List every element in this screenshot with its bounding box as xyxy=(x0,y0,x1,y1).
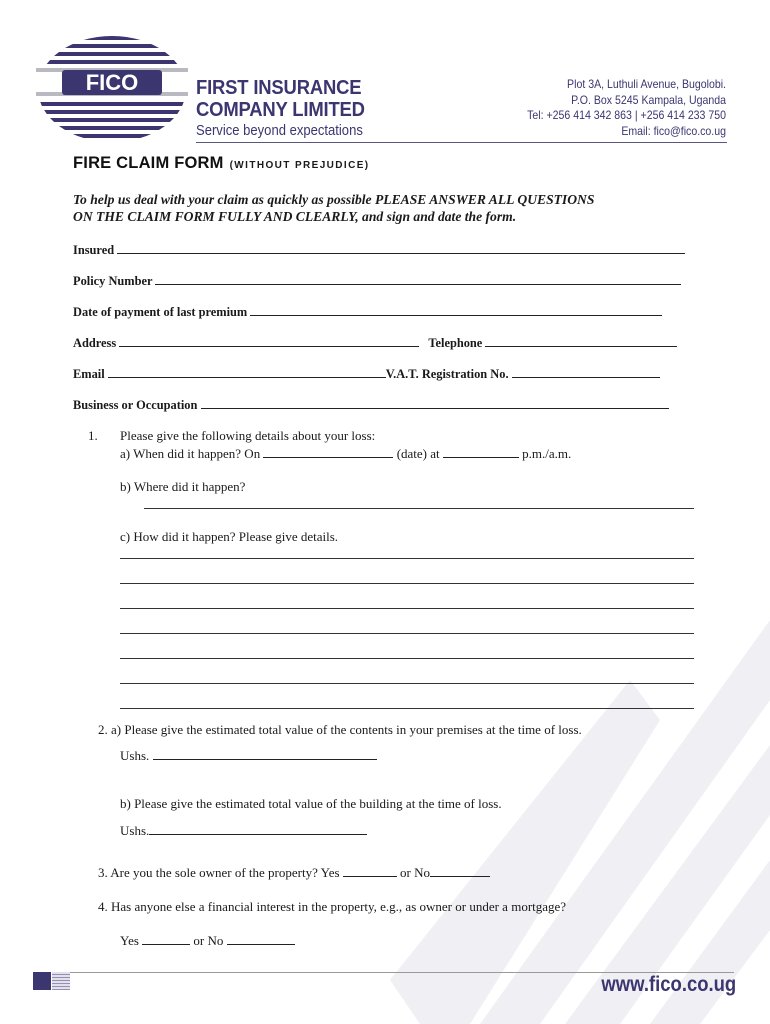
logo-text: FICO xyxy=(85,70,139,95)
q4-no-input[interactable] xyxy=(227,932,295,945)
address-label: Address xyxy=(73,336,117,350)
vat-label: V.A.T. Registration No. xyxy=(385,367,509,381)
q1a-date-input[interactable] xyxy=(263,445,393,458)
q1-intro: Please give the following details about your loss: xyxy=(120,428,376,443)
address-line-1: Plot 3A, Luthuli Avenue, Bugolobi. xyxy=(567,77,726,91)
q3-label: 3. Are you the sole owner of the property? Yes xyxy=(98,865,340,880)
footer-square-striped xyxy=(52,972,70,990)
q1a-row xyxy=(120,445,571,462)
q1c-answer-line[interactable] xyxy=(120,683,694,684)
q2a-value-input[interactable] xyxy=(153,747,377,760)
business-label: Business or Occupation xyxy=(73,398,198,412)
q3-no-label: or No xyxy=(400,865,431,880)
last-premium-field xyxy=(73,303,662,320)
policy-number-field xyxy=(73,272,681,289)
q4-yes-input[interactable] xyxy=(142,932,190,945)
q1a-label: a) When did it happen? On xyxy=(120,446,261,461)
q1c-answer-line[interactable] xyxy=(120,583,694,584)
phone-line: Tel: +256 414 342 863 | +256 414 233 750 xyxy=(527,108,726,123)
q3-no-input[interactable] xyxy=(430,864,490,877)
q4-no-label: or No xyxy=(193,933,224,948)
q2b-label: b) Please give the estimated total value of the building at the time of loss. xyxy=(120,796,502,811)
telephone-label: Telephone xyxy=(428,336,483,350)
q2b-row xyxy=(120,822,367,839)
q2a-currency-label: Ushs. xyxy=(120,748,150,763)
website-link[interactable]: www.fico.co.ug xyxy=(601,973,736,996)
telephone-input[interactable] xyxy=(485,334,677,347)
q1a-date-label: (date) at xyxy=(396,446,440,461)
form-title-main: FIRE CLAIM FORM xyxy=(73,154,224,172)
header-divider xyxy=(196,142,727,143)
last-premium-input[interactable] xyxy=(250,303,662,316)
contact-block xyxy=(527,77,726,139)
tagline: Service beyond expectations xyxy=(196,123,363,139)
address-line-2: P.O. Box 5245 Kampala, Uganda xyxy=(571,92,726,107)
email-vat-field xyxy=(73,365,660,382)
q4-yes-label: Yes xyxy=(120,933,139,948)
policy-number-label: Policy Number xyxy=(73,274,153,288)
form-title xyxy=(73,154,370,173)
policy-number-input[interactable] xyxy=(155,272,681,285)
q1c-answer-line[interactable] xyxy=(120,608,694,609)
address-telephone-field xyxy=(73,334,677,351)
q2a-label: 2. a) Please give the estimated total value of the contents in your premises at the time of loss. xyxy=(98,722,582,737)
intro-text: To help us deal with your claim as quickly as possible PLEASE ANSWER ALL QUESTIONS ON THE CLAIM FORM FULLY AND CLEARLY, and sign and date the form. xyxy=(73,192,595,224)
footer-square-solid xyxy=(33,972,51,990)
q1c-answer-line[interactable] xyxy=(120,558,694,559)
business-field xyxy=(73,396,669,413)
form-title-sub: (WITHOUT PREJUDICE) xyxy=(229,160,370,171)
q1a-time-label: p.m./a.m. xyxy=(522,446,572,461)
q1b-answer-line[interactable] xyxy=(144,508,694,509)
q1c-answer-line[interactable] xyxy=(120,658,694,659)
q2a-row xyxy=(120,747,377,764)
q4-row xyxy=(120,932,295,949)
q1c-answer-line[interactable] xyxy=(120,708,694,709)
address-input[interactable] xyxy=(119,334,419,347)
q2b-value-input[interactable] xyxy=(149,822,367,835)
q1a-time-input[interactable] xyxy=(443,445,519,458)
q1-number: 1. xyxy=(88,428,98,443)
q4-label: 4. Has anyone else a financial interest in the property, e.g., as owner or under a mortgage? xyxy=(98,899,567,914)
email-line: Email: fico@fico.co.ug xyxy=(621,123,726,138)
insured-label: Insured xyxy=(73,243,115,257)
business-input[interactable] xyxy=(201,396,669,409)
q3-yes-input[interactable] xyxy=(343,864,397,877)
watermark-stripes xyxy=(330,560,770,1024)
vat-input[interactable] xyxy=(512,365,660,378)
q2b-currency-label: Ushs. xyxy=(120,823,150,838)
last-premium-label: Date of payment of last premium xyxy=(73,305,248,319)
q1b-label: b) Where did it happen? xyxy=(120,479,246,494)
email-label: Email xyxy=(73,367,105,381)
company-name: FIRST INSURANCE COMPANY LIMITED xyxy=(196,76,365,121)
q1c-answer-line[interactable] xyxy=(120,633,694,634)
fico-logo xyxy=(36,34,188,144)
insured-input[interactable] xyxy=(117,241,685,254)
email-input[interactable] xyxy=(108,365,386,378)
q3-row xyxy=(98,864,490,881)
insured-field xyxy=(73,241,685,258)
q1c-label: c) How did it happen? Please give details. xyxy=(120,529,339,544)
